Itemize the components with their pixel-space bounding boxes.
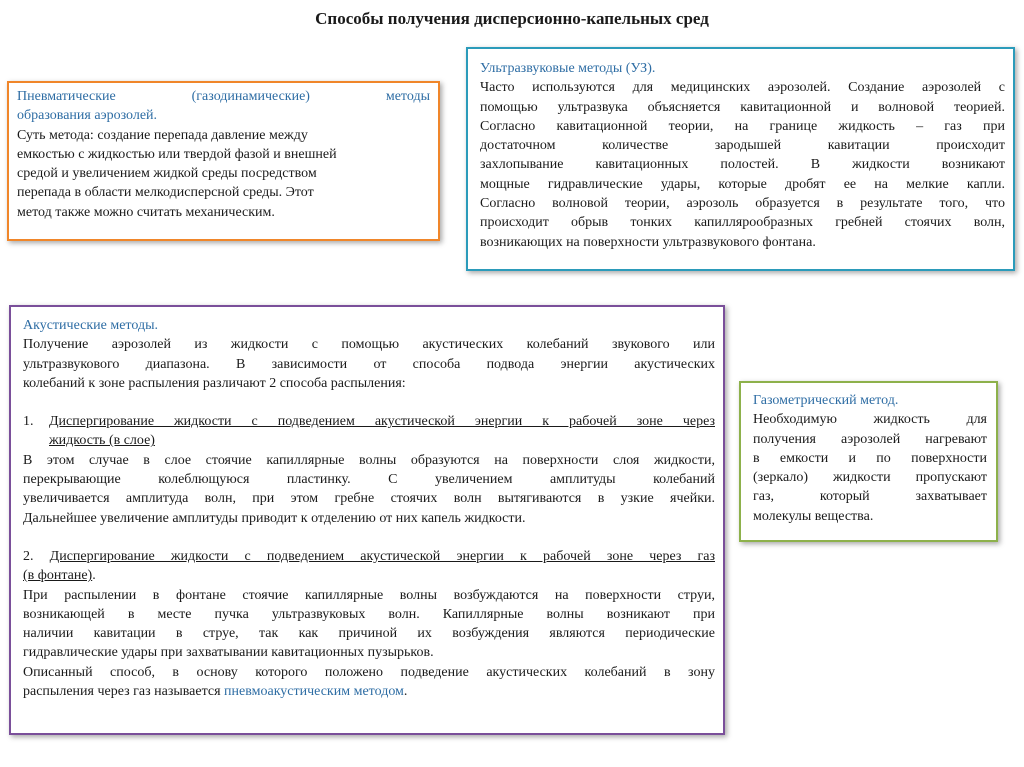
last-line-prefix: распыления через газ называется (23, 684, 225, 700)
pneumatic-body-line: емкостью с жидкостью или твердой фазой и внешней (17, 146, 337, 162)
list-item-2-line-2: (в фонтане) (23, 568, 93, 584)
acoustic-para1-line: В этом случае в слое стоячие капиллярные волны образуются на поверхности слоя жидкости, (23, 452, 715, 468)
gasometric-line: получения аэрозолей нагревают (753, 431, 987, 447)
list-item-1-line-2: жидкость (в слое) (49, 433, 155, 449)
ultrasonic-heading: Ультразвуковые методы (УЗ). (480, 61, 656, 76)
pneumatic-body-line: Суть метода: создание перепада давление между (17, 127, 308, 143)
gasometric-line: молекулы вещества. (753, 508, 874, 524)
acoustic-intro-line: колебаний к зоне распыления различают 2 способа распыления: (23, 375, 406, 391)
list-item-1 (23, 412, 715, 451)
ultrasonic-line: Согласно волновой теории, аэрозоль образуется в результате того, что (480, 196, 1005, 212)
acoustic-intro-line: ультразвукового диапазона. В зависимости от способа подвода энергии акустических (23, 356, 715, 372)
pneumatic-heading-line-2: образования аэрозолей. (17, 108, 158, 124)
ultrasonic-line: возникающих на поверхности ультразвукового фонтана. (480, 234, 816, 250)
ultrasonic-line: Согласно кавитационной теории, на границе жидкость – газ при (480, 118, 1005, 134)
acoustic-para2-line: гидравлические удары при захватывании кавитационных пузырьков. (23, 645, 434, 661)
pneumatic-body-line: перепада в области мелкодисперсной среды. Этот (17, 185, 314, 201)
ultrasonic-line: помощью ультразвука объясняется кавитационной и волновой теорией. (480, 99, 1005, 115)
list-item-2-line-1 (23, 547, 715, 566)
gasometric-line: в емкости и по поверхности (753, 450, 987, 466)
list-item-1-line-1: Диспергирование жидкости с подведением акустической энергии к рабочей зоне через (49, 414, 715, 430)
acoustic-para2-line: При распылении в фонтане стоячие капиллярные волны возбуждаются на поверхности струи, (23, 587, 715, 603)
ultrasonic-line: происходит обрыв тонких капиллярообразных гребней стоячих волн, (480, 215, 1005, 231)
last-line-suffix: . (403, 684, 408, 700)
gasometric-line: (зеркало) жидкости пропускают (753, 470, 987, 486)
acoustic-para2-line: возникающей в месте пучка ультразвуковых волн. Капиллярные волны возникают при (23, 606, 715, 622)
acoustic-para1-line: Дальнейшее увеличение амплитуды приводит к отделению от них капель жидкости. (23, 510, 526, 526)
gasometric-line: газ, который захватывает (753, 489, 987, 505)
acoustic-heading: Акустические методы. (23, 318, 158, 333)
pneumatic-body-line: средой и увеличением жидкой среды посредством (17, 166, 317, 182)
acoustic-para2-line: наличии кавитации в струе, так как причиной их возбуждения являются периодические (23, 626, 715, 642)
gasometric-heading: Газометрический метод. (753, 393, 899, 408)
list-number: 2. (23, 548, 34, 564)
acoustic-methods-box: Акустические методы. Получение аэрозолей из жидкости с помощью акустических колебаний звукового или ультразвукового диапазона. В зависимости от способа подвода энергии акустических колебаний к зоне распыления различают 2 способа распыления: 1. Диспергирование жидкости с подведением акустической энергии к рабочей зоне через жидкость (в слое) В этом случае в слое стоячие капиллярные волны образуются на поверхности слоя жидкости, перекрывающие колеблющуюся пластинку. С увеличением амплитуды колебаний увеличивается амплитуда волн, при этом гребне стоячих волн вытягиваются в узкие ячейки. Дальнейшее увеличение амплитуды приводит к отделению от них капель жидкости. 2. Диспергирование жидкости с подведением акустической энергии к рабочей зоне через газ (в фонтане). При распылении в фонтане стоячие капиллярные волны возбуждаются на поверхности струи, возникающей в месте пучка ультразвуковых волн. Капиллярные волны возникают при наличии кавитации в струе, так как причиной их возбуждения являются периодические гидравлические удары при захватывании кавитационных пузырьков. Описанный способ, в основу которого положено подведение акустических колебаний в зону распыления через газ называется пневмоакустическим методом. (9, 305, 725, 735)
ultrasonic-line: достаточном количестве зародышей кавитации происходит (480, 138, 1005, 154)
acoustic-last-line (23, 682, 715, 701)
pneumatic-heading-line-1: Пневматические (газодинамические) методы (17, 89, 430, 104)
acoustic-para2-line: Описанный способ, в основу которого положено подведение акустических колебаний в зону (23, 664, 715, 680)
ultrasonic-line: Часто используются для медицинских аэрозолей. Создание аэрозолей с (480, 80, 1005, 96)
ultrasonic-line: мощные гидравлические удары, которые дробят ее на мелкие капли. (480, 176, 1005, 192)
ultrasonic-methods-box (466, 47, 1015, 271)
pneumatic-body-line: метод также можно считать механическим. (17, 204, 275, 220)
page-title: Способы получения дисперсионно-капельных сред (315, 9, 709, 28)
list-item-2-heading: Диспергирование жидкости с подведением акустической энергии к рабочей зоне через газ (49, 548, 715, 564)
acoustic-para1-line: перекрывающие колеблющуюся пластинку. С увеличением амплитуды колебаний (23, 472, 715, 488)
pneumatic-methods-box (7, 81, 440, 241)
acoustic-para1-line: увеличивается амплитуда волн, при этом гребне стоячих волн вытягиваются в узкие ячейки. (23, 491, 715, 507)
acoustic-intro-line: Получение аэрозолей из жидкости с помощью акустических колебаний звукового или (23, 337, 715, 353)
list-number: 1. (23, 414, 34, 430)
gasometric-line: Необходимую жидкость для (753, 412, 987, 428)
ultrasonic-line: захлопывание кавитационных полостей. В жидкости возникают (480, 157, 1005, 173)
gasometric-method-box (739, 381, 998, 542)
pneumoacoustic-method-term: пневмоакустическим методом (224, 684, 404, 700)
